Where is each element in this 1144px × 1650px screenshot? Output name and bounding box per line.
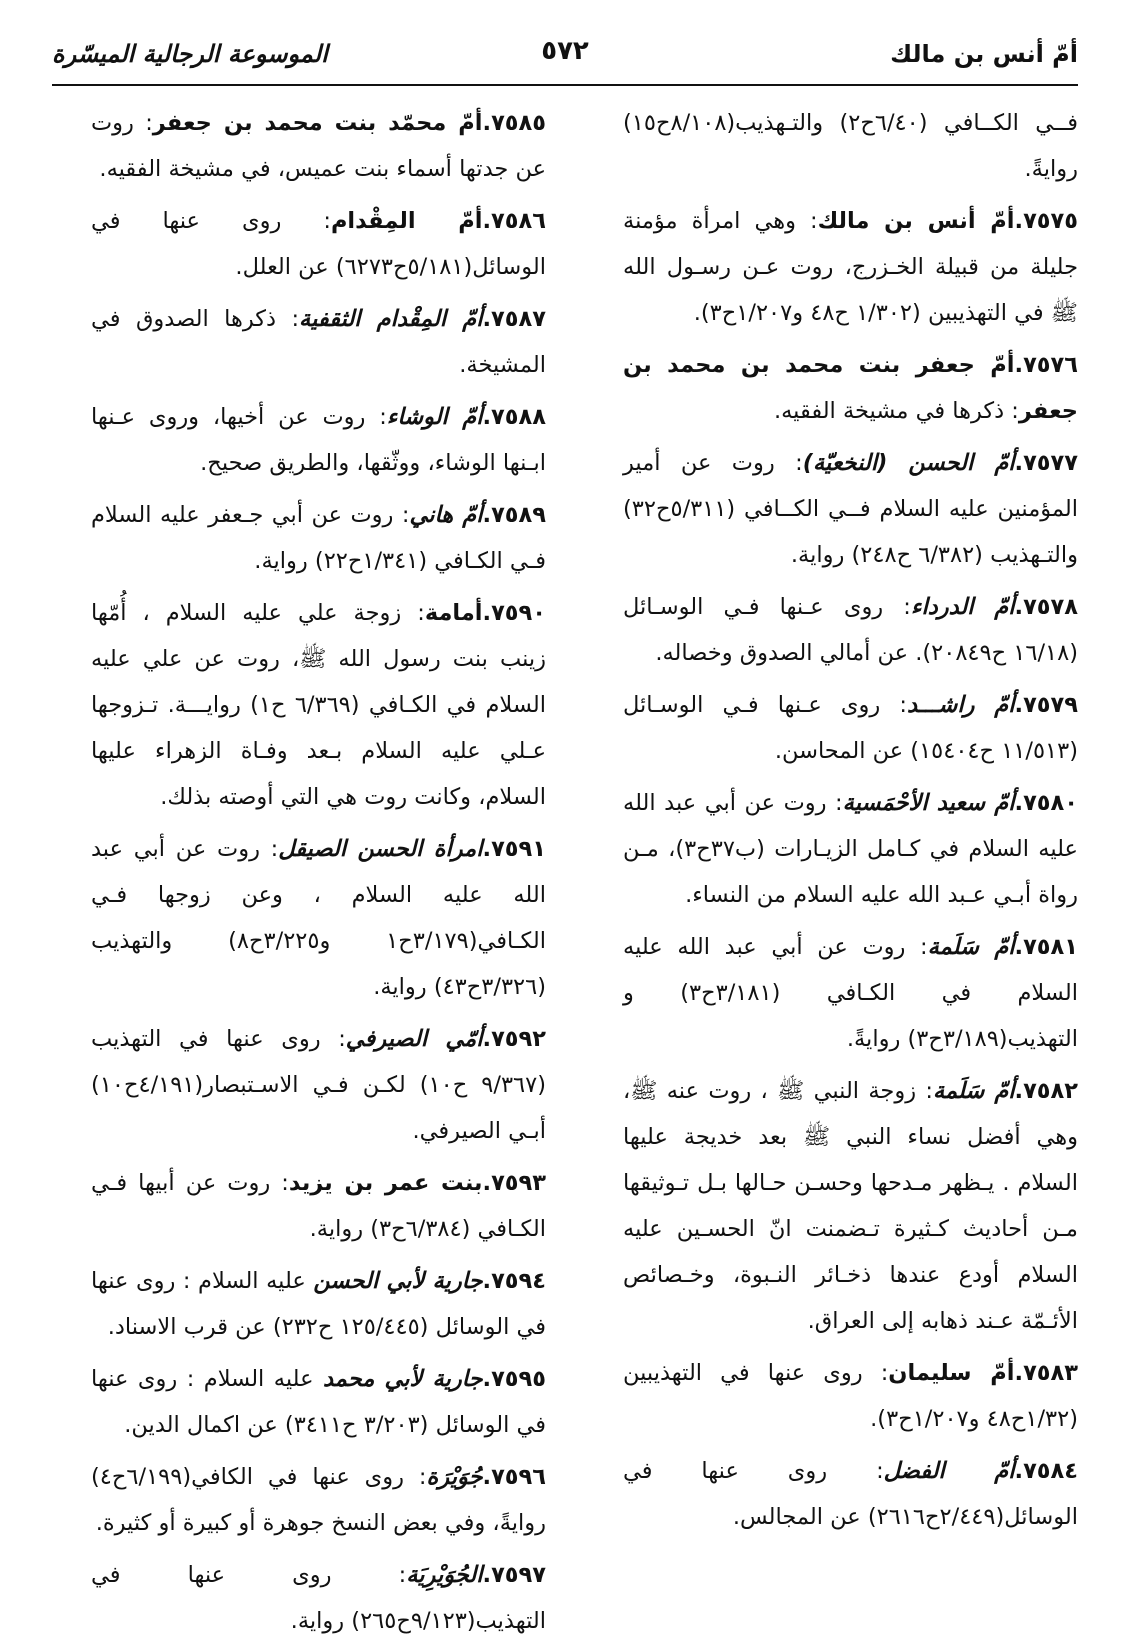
entry-name: الجُوَيْرِيَة	[406, 1562, 483, 1588]
entry-number: ٧٥٨٧.	[482, 306, 546, 332]
entry-name: أمّ هاني	[409, 502, 483, 528]
entry-number: ٧٥٨٣.	[1014, 1360, 1078, 1386]
page-header	[52, 36, 1078, 84]
entry-number: ٧٥٨٠.	[1014, 790, 1078, 816]
entry-text: : روت عن أبي جـعفر عليه السلام فـي الكـافي (١/٣٤١ح٢٢) رواية.	[91, 502, 546, 574]
biography-entry	[91, 1356, 546, 1448]
biography-entry	[91, 590, 546, 820]
entry-text: : روت عن أبي عبد الله عليه السلام في كـامل الزيـارات (ب٣٧ح٣)، مـن رواة أبـي عـبد الله عليه السلام من النساء.	[623, 790, 1078, 908]
entry-name: أمّ أنس بن مالك	[817, 208, 1015, 234]
entry-text: : وهي امرأة مؤمنة جليلة من قبيلة الخـزرج، روت عـن رسـول الله ﷺ في التهذيبين (١/٣٠٢ ح٤٨ و١/٢٠٧ح٣).	[623, 208, 1078, 326]
right-column	[623, 100, 1078, 1546]
entry-text: عليه السلام : روى عنها في الوسائل (٣/٢٠٣ ح٣٤١١) عن اكمال الدين.	[91, 1366, 546, 1438]
entry-name: أمّ الحسن (النخعيّة)	[802, 450, 1015, 476]
entry-text: : روت عن جدتها أسماء بنت عميس، في مشيخة الفقيه.	[91, 110, 546, 182]
biography-entry	[623, 1448, 1078, 1540]
entry-number: ٧٥٨١.	[1014, 934, 1078, 960]
entry-text: عليه السلام : روى عنها في الوسائل (١٢٥/٤٤٥ ح٢٣٢) عن قرب الاسناد.	[91, 1268, 546, 1340]
biography-entry	[623, 198, 1078, 336]
entry-number: ٧٥٧٨.	[1014, 594, 1078, 620]
biography-entry	[623, 1068, 1078, 1344]
entry-number: ٧٥٧٩.	[1014, 692, 1078, 718]
entry-text: : زوجة علي عليه السلام ، أُمّها زينب بنت رسول الله ﷺ، روت عن علي عليه السلام في الكـافي (٦/٣٦٩ ح١) روايـــة. تـزوجها عـلي عليه السلام بـعد وفـاة الزهراء عليها السلام، وكانت روت هي التي أوصته بذلك.	[91, 600, 546, 810]
entry-text: : روى عنها في التهذيب (٩/٣٦٧ ح١٠) لكـن فـي الاسـتبصار(٤/١٩١ح١٠) أبـي الصيرفي.	[91, 1026, 546, 1144]
biography-entry	[623, 682, 1078, 774]
left-column	[91, 100, 546, 1650]
entry-text: : ذكرها في مشيخة الفقيه.	[773, 398, 1019, 424]
biography-entry	[91, 1258, 546, 1350]
entry-number: ٧٥٨٩.	[482, 502, 546, 528]
biography-entry	[623, 1350, 1078, 1442]
page-number: ٥٧٢	[541, 36, 589, 66]
entry-number: ٧٥٧٧.	[1014, 450, 1079, 476]
entry-text: فــي الكــافي (٦/٤٠ح٢) والتـهذيب(٨/١٠٨ح١٥) روايةً.	[623, 110, 1078, 182]
entry-text: : ذكرها الصدوق في المشيخة.	[91, 306, 546, 378]
entry-number: ٧٥٩٢.	[482, 1026, 546, 1052]
biography-entry	[91, 1552, 546, 1644]
entry-name: أمّ المِقْدام الثقفية	[299, 306, 483, 332]
entry-name: أمّ سعيد الأحْمَسية	[842, 790, 1015, 816]
entry-name: امرأة الحسن الصيقل	[278, 836, 483, 862]
entry-text: : زوجة النبي ﷺ ، روت عنه ﷺ، وهي أفضل نساء النبي ﷺ بعد خديجة عليها السلام . يـظهر مـدحها وحسـن حـالها بـل تـوثيقها مـن أحاديث كـثيرة تـضمنت انّ الحسـين عليه السلام أودع عندها ذخـائر النـبوة، وخـصائص الأئـمّة عـند ذهابه إلى العراق.	[623, 1078, 1078, 1334]
entry-number: ٧٥٨٢.	[1014, 1078, 1078, 1104]
header-rule	[52, 84, 1078, 86]
entry-name: جُوَيْرَة	[426, 1464, 483, 1490]
entry-name: أمّ سَلَمة	[927, 934, 1015, 960]
biography-entry	[91, 1160, 546, 1252]
entry-name: أمّ راشـــد	[906, 692, 1015, 718]
entry-name: أمّ محمّد بنت محمد بن جعفر	[152, 110, 483, 136]
running-title-book: الموسوعة الرجالية الميسّرة	[52, 40, 328, 68]
running-title-entry: أمّ أنس بن مالك	[890, 40, 1078, 68]
entry-number: ٧٥٩٧.	[482, 1562, 546, 1588]
entry-number: ٧٥٩٤.	[482, 1268, 546, 1294]
biography-entry	[623, 924, 1078, 1062]
entry-text: : روت عن أمير المؤمنين عليه السلام فــي الكــافي (٥/٣١١ح٣٢) والتـهذيب (٦/٣٨٢ ح٢٤٨) رواية.	[623, 450, 1078, 568]
entry-number: ٧٥٨٤.	[1014, 1458, 1078, 1484]
biography-entry	[91, 198, 546, 290]
entry-number: ٧٥٩١.	[482, 836, 546, 862]
entry-name: أمّ الوشاء	[386, 404, 483, 430]
entry-text: : روى عنها في التهذيبين (١/٣٢ح٤٨ و١/٢٠٧ح٣).	[623, 1360, 1078, 1432]
entry-name: جارية لأبي محمد	[322, 1366, 483, 1392]
entry-name: أمّ الفضل	[883, 1458, 1015, 1484]
entry-number: ٧٥٩٣.	[482, 1170, 546, 1196]
biography-entry	[91, 394, 546, 486]
entry-name: جارية لأبي الحسن	[313, 1268, 483, 1294]
entry-number: ٧٥٨٦.	[482, 208, 546, 234]
biography-entry	[91, 1454, 546, 1546]
entry-text: : روت عن أبيها فـي الكـافي (٦/٣٨٤ح٣) رواية.	[91, 1170, 546, 1242]
entry-text: : روت عن أبي عبد الله عليه السلام ، وعن زوجها فـي الكـافي(٣/١٧٩ح١ و٣/٢٢٥ح٨) والتهذيب (٣/٣٢٦ح٤٣) رواية.	[91, 836, 546, 1000]
biography-entry	[91, 296, 546, 388]
entry-text: : روت عن أبي عبد الله عليه السلام في الكـافي (٣/١٨١ح٣) و التهذيب(٣/١٨٩ح٣) روايةً.	[623, 934, 1078, 1052]
entry-number: ٧٥٨٥.	[482, 110, 546, 136]
entry-name: بنت عمر بن يزيد	[288, 1170, 483, 1196]
entry-text: : روت عن أخيها، وروى عـنها ابـنها الوشاء، ووثّقها، والطريق صحيح.	[91, 404, 546, 476]
biography-entry	[623, 342, 1078, 434]
entry-name: أمّ سَلَمة	[932, 1078, 1015, 1104]
entry-number: ٧٥٨٨.	[482, 404, 546, 430]
entry-name: أمّ الدرداء	[910, 594, 1015, 620]
entry-text: : روى عنها في الكافي(٦/١٩٩ح٤) روايةً، وفي بعض النسخ جوهرة أو كبيرة أو كثيرة.	[91, 1464, 546, 1536]
entry-number: ٧٥٧٥.	[1014, 208, 1078, 234]
entry-number: ٧٥٩٠.	[482, 600, 546, 626]
entry-name: أمّ المِقْدام	[330, 208, 483, 234]
entry-text: : روى عـنها فـي الوسـائل (١٦/١٨ ح٢٠٨٤٩). عن أمالي الصدوق وخصاله.	[623, 594, 1078, 666]
entry-name: أمّي الصيرفي	[345, 1026, 483, 1052]
biography-entry	[91, 1016, 546, 1154]
entry-name: أمّ جعفر بنت محمد بن محمد بن جعفر	[623, 352, 1078, 424]
biography-entry	[91, 100, 546, 192]
entry-text: : روى عـنها فـي الوسـائل (١١/٥١٣ ح١٥٤٠٤) عن المحاسن.	[623, 692, 1078, 764]
biography-entry	[623, 584, 1078, 676]
biography-entry	[623, 100, 1078, 192]
entry-text: : روى عنها في التهذيب(٩/١٢٣ح٢٦٥) رواية.	[91, 1562, 546, 1634]
entry-name: أمّ سليمان	[888, 1360, 1015, 1386]
entry-number: ٧٥٩٦.	[482, 1464, 546, 1490]
entry-text: : روى عنها في الوسائل(٢/٤٤٩ح٢٦١٦) عن المجالس.	[623, 1458, 1078, 1530]
biography-entry	[623, 780, 1078, 918]
biography-entry	[91, 492, 546, 584]
entry-text: : روى عنها في الوسائل(٥/١٨١ح٦٢٧٣) عن العلل.	[91, 208, 546, 280]
entry-number: ٧٥٧٦.	[1014, 352, 1078, 378]
biography-entry	[623, 440, 1078, 578]
entry-name: أمامة	[424, 600, 483, 626]
entry-number: ٧٥٩٥.	[482, 1366, 546, 1392]
biography-entry	[91, 826, 546, 1010]
